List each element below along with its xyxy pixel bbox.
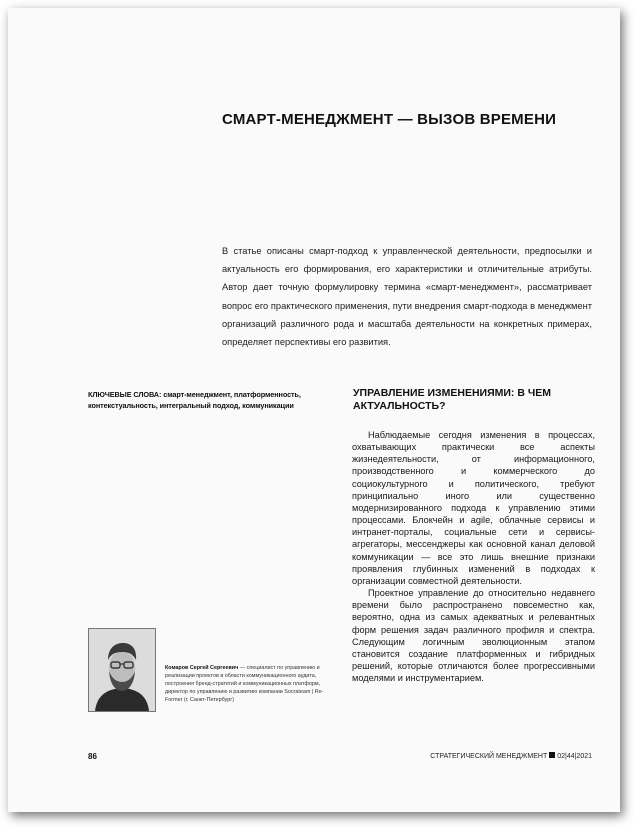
- issue-number: 02|44|2021: [557, 753, 592, 760]
- journal-page: [8, 8, 620, 812]
- keywords-text: смарт-менеджмент, платформенность, контекстуальность, интегральный подход, коммуникации: [88, 390, 301, 410]
- page-number: 86: [88, 752, 97, 761]
- author-bio: [165, 665, 330, 705]
- section-body: [352, 429, 595, 684]
- author-photo: [88, 628, 156, 712]
- author-description: — специалист по управлению и реализации проектов в области коммуникационного аудита, построения бренд-стратегий и коммуникационных платформ, директор по управлению и развитию компании Socrateam | Re-Former (г. Санкт-Петербург): [165, 665, 324, 703]
- square-separator-icon: [549, 752, 555, 758]
- author-name: Комаров Сергей Сергеевич: [165, 665, 239, 671]
- body-paragraph: Наблюдаемые сегодня изменения в процессах, охватывающих практически все аспекты жизнедеятельности, от информационного, производственного и коммерческого до социокультурного и политического, требуют принципиально иного или существенно модернизированного подхода к управлению этими процессами. Блокчейн и agile, облачные сервисы и интранет-порталы, социальные сети и сервисы-агрегаторы, мессенджеры как основной канал деловой коммуникации — все это лишь внешние признаки проявления глубинных изменений в подходах к организации совместной деятельности.: [352, 430, 595, 586]
- article-title: СМАРТ-МЕНЕДЖМЕНТ — ВЫЗОВ ВРЕМЕНИ: [222, 111, 557, 128]
- author-portrait-icon: [89, 629, 155, 711]
- keywords: [88, 389, 334, 411]
- running-footer: [430, 752, 592, 760]
- section-title: УПРАВЛЕНИЕ ИЗМЕНЕНИЯМИ: В ЧЕМ АКТУАЛЬНОСТЬ?: [353, 387, 551, 412]
- body-paragraph: Проектное управление до относительно недавнего времени было распространено повсеместно как, вероятно, одна из самых адекватных и релевантных форм решения задач различного профиля и спектра. Следующим логичным эволюционным этапом становится создание платформенных и гибридных решений, которые отличаются более прогрессивными моделями и инструментарием.: [352, 588, 595, 684]
- keywords-label: КЛЮЧЕВЫЕ СЛОВА:: [88, 390, 162, 399]
- journal-name: СТРАТЕГИЧЕСКИЙ МЕНЕДЖМЕНТ: [430, 753, 548, 760]
- article-abstract: В статье описаны смарт-подход к управленческой деятельности, предпосылки и актуальность его формирования, его характеристики и отличительные атрибуты. Автор дает точную формулировку термина «смарт-менеджмент», рассматривает вопрос его практического применения, пути внедрения смарт-подхода в менеджмент организаций различного рода и масштаба деятельности на конкретных примерах, определяет перспективы его развития.: [222, 246, 592, 348]
